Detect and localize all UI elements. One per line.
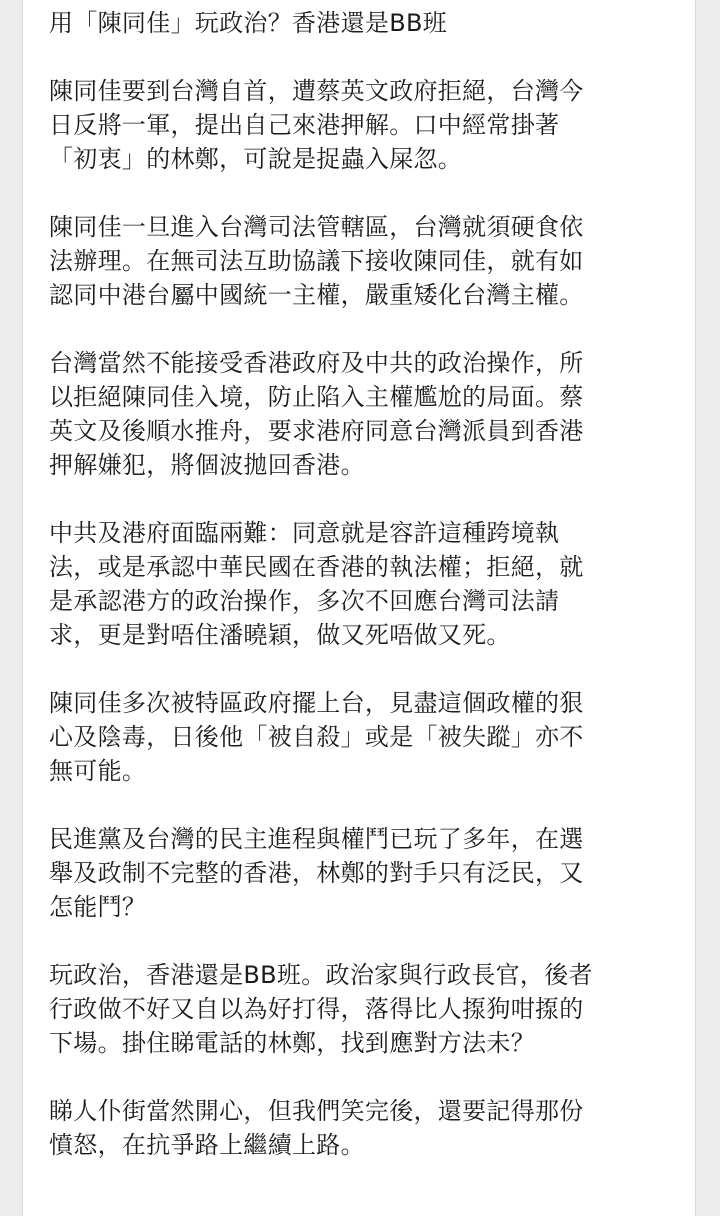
paragraph-line: 下場。掛住睇電話的林鄭，找到應對方法未？ [49, 1029, 535, 1057]
article-title: 用「陳同佳」玩政治？香港還是BB班 [49, 9, 448, 37]
paragraph-line: 舉及政制不完整的香港，林鄭的對手只有泛民，又 [49, 859, 584, 887]
article-body [49, 6, 689, 1196]
paragraph-line: 求，更是對唔住潘曉穎，做又死唔做又死。 [49, 621, 511, 649]
paragraph-line: 「初衷」的林鄭，可說是捉蟲入屎忽。 [49, 145, 463, 173]
paragraph-line: 睇人仆街當然開心，但我們笑完後，還要記得那份 [49, 1097, 584, 1125]
paragraph-line: 是承認港方的政治操作，多次不回應台灣司法請 [49, 587, 560, 615]
paragraph-line: 行政做不好又自以為好打得，落得比人揼狗咁揼的 [49, 995, 584, 1023]
paragraph [49, 210, 689, 312]
paragraph-line: 台灣當然不能接受香港政府及中共的政治操作，所 [49, 349, 584, 377]
paragraph-line: 無可能。 [49, 757, 147, 785]
paragraph [49, 74, 689, 176]
article-title-block [49, 6, 689, 40]
paragraph [49, 958, 689, 1060]
paragraph-line: 認同中港台屬中國統一主權，嚴重矮化台灣主權。 [49, 281, 584, 309]
paragraph-line: 陳同佳一旦進入台灣司法管轄區，台灣就須硬食依 [49, 213, 584, 241]
paragraph-line: 陳同佳多次被特區政府擺上台，見盡這個政權的狠 [49, 689, 584, 717]
paragraph [49, 686, 689, 788]
paragraph-line: 法，或是承認中華民國在香港的執法權；拒絕，就 [49, 553, 584, 581]
paragraph-line: 法辦理。在無司法互助協議下接收陳同佳，就有如 [49, 247, 584, 275]
paragraph-line: 民進黨及台灣的民主進程與權鬥已玩了多年，在選 [49, 825, 584, 853]
paragraph [49, 346, 689, 482]
article-card [22, 0, 696, 1216]
paragraph [49, 516, 689, 652]
paragraph-line: 憤怒，在抗爭路上繼續上路。 [49, 1131, 365, 1159]
paragraph [49, 1094, 689, 1162]
paragraph-line: 英文及後順水推舟，要求港府同意台灣派員到香港 [49, 417, 584, 445]
paragraph-line: 中共及港府面臨兩難：同意就是容許這種跨境執 [49, 519, 560, 547]
paragraph [49, 822, 689, 924]
paragraph-line: 以拒絕陳同佳入境，防止陷入主權尷尬的局面。蔡 [49, 383, 584, 411]
paragraph-line: 陳同佳要到台灣自首，遭蔡英文政府拒絕，台灣今 [49, 77, 584, 105]
paragraph-line: 日反將一軍，提出自己來港押解。口中經常掛著 [49, 111, 560, 139]
paragraph-line: 押解嫌犯，將個波拋回香港。 [49, 451, 365, 479]
paragraph-line: 怎能鬥？ [49, 893, 147, 921]
paragraph-line: 玩政治，香港還是BB班。政治家與行政長官，後者 [49, 961, 593, 989]
paragraph-line: 心及陰毒，日後他「被自殺」或是「被失蹤」亦不 [49, 723, 584, 751]
